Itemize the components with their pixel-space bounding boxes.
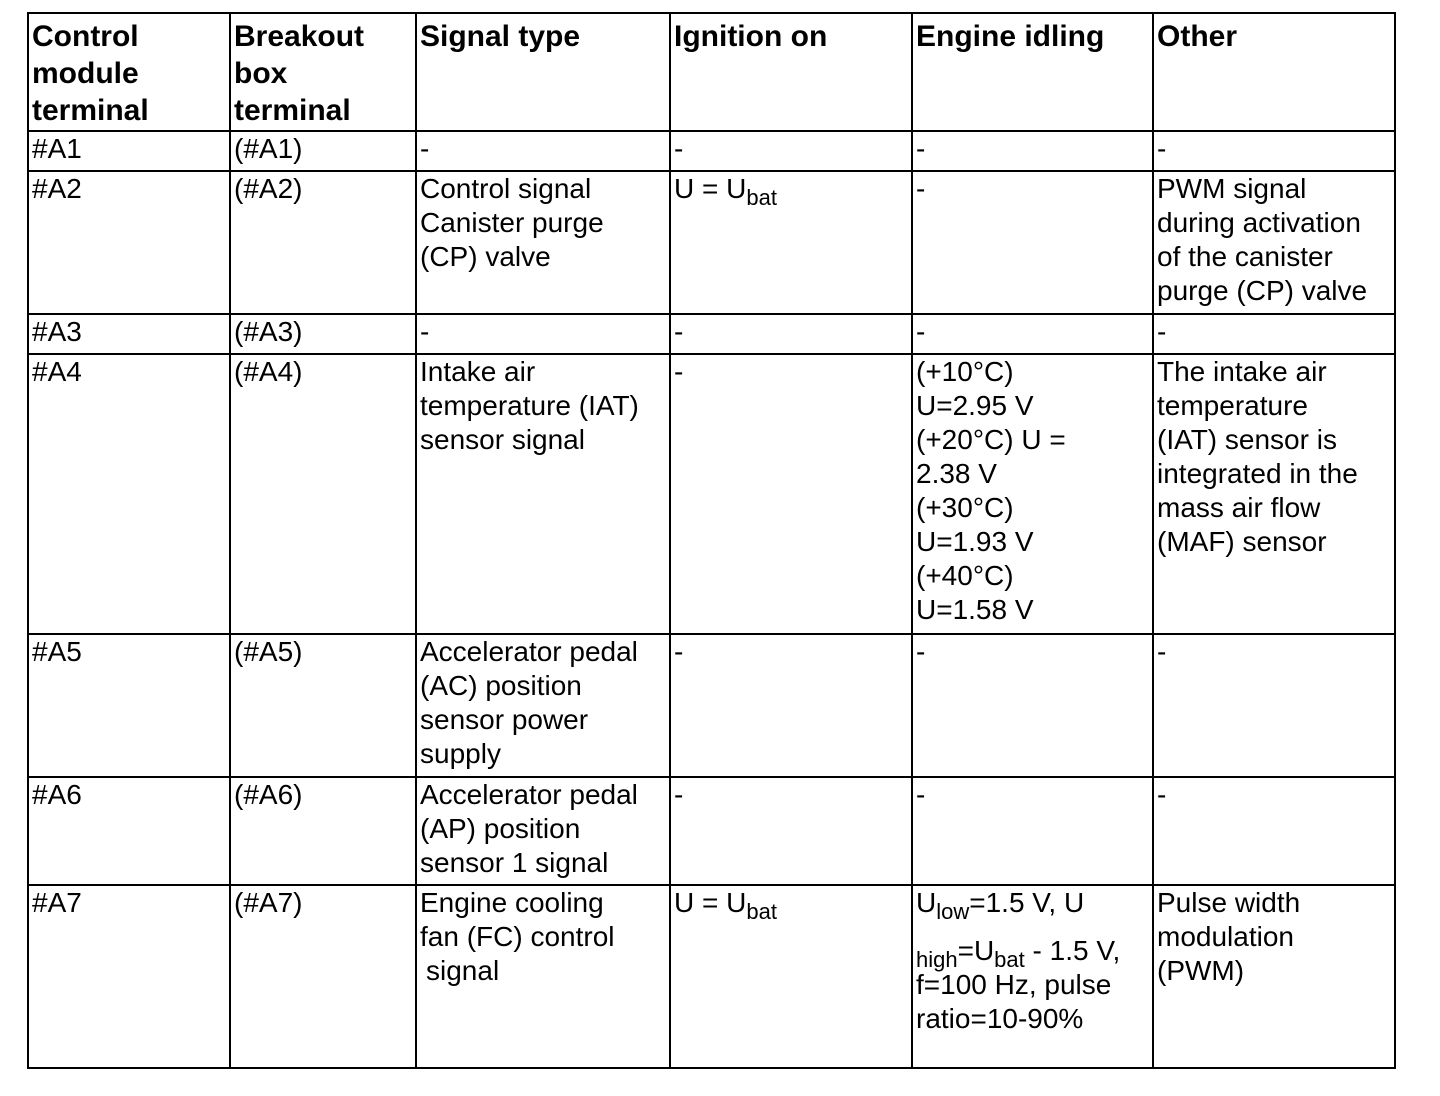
cell-other: - <box>1153 314 1395 354</box>
cell-signal-type: Intake air temperature (IAT) sensor signal <box>416 354 670 634</box>
table-header-row <box>28 13 1395 131</box>
cell-ignition-on: - <box>670 354 912 634</box>
header-signal-type: Signal type <box>416 13 670 131</box>
header-ignition-on: Ignition on <box>670 13 912 131</box>
table-row <box>28 885 1395 1068</box>
table-row <box>28 777 1395 885</box>
cell-control-module-terminal: #A7 <box>28 885 230 1068</box>
cell-signal-type: Accelerator pedal (AC) position sensor power supply <box>416 634 670 777</box>
header-control-module-terminal: Control module terminal <box>28 13 230 131</box>
header-other: Other <box>1153 13 1395 131</box>
cell-control-module-terminal: #A5 <box>28 634 230 777</box>
cell-engine-idling: $U_{low}=1.5$ V, U $_{high}=U_{bat} - 1.5$ V, f=100 Hz, pulse ratio=10-90% <box>912 885 1153 1068</box>
table-row <box>28 354 1395 634</box>
cell-breakout-box-terminal: (#A4) <box>230 354 416 634</box>
cell-control-module-terminal: #A4 <box>28 354 230 634</box>
cell-breakout-box-terminal: (#A7) <box>230 885 416 1068</box>
cell-control-module-terminal: #A6 <box>28 777 230 885</box>
cell-other: - <box>1153 777 1395 885</box>
table-row <box>28 314 1395 354</box>
cell-signal-type: - <box>416 314 670 354</box>
cell-control-module-terminal: #A2 <box>28 171 230 314</box>
table-row <box>28 131 1395 171</box>
cell-engine-idling: - <box>912 131 1153 171</box>
cell-breakout-box-terminal: (#A6) <box>230 777 416 885</box>
cell-other: - <box>1153 131 1395 171</box>
terminal-table <box>27 12 1396 1069</box>
cell-breakout-box-terminal: (#A5) <box>230 634 416 777</box>
cell-ignition-on: - <box>670 777 912 885</box>
cell-signal-type: Accelerator pedal (AP) position sensor 1 signal <box>416 777 670 885</box>
cell-other: Pulse width modulation (PWM) <box>1153 885 1395 1068</box>
cell-signal-type: Control signal Canister purge (CP) valve <box>416 171 670 314</box>
cell-breakout-box-terminal: (#A3) <box>230 314 416 354</box>
cell-engine-idling: - <box>912 634 1153 777</box>
header-engine-idling: Engine idling <box>912 13 1153 131</box>
table-row <box>28 634 1395 777</box>
cell-signal-type: - <box>416 131 670 171</box>
cell-other: PWM signal during activation of the canister purge (CP) valve <box>1153 171 1395 314</box>
cell-engine-idling: (+10°C) U=2.95 V (+20°C) U = 2.38 V (+30°C) U=1.93 V (+40°C) U=1.58 V <box>912 354 1153 634</box>
cell-ignition-on: - <box>670 634 912 777</box>
cell-other: The intake air temperature (IAT) sensor is integrated in the mass air flow (MAF) sensor <box>1153 354 1395 634</box>
cell-signal-type: Engine cooling fan (FC) control signal <box>416 885 670 1068</box>
cell-breakout-box-terminal: (#A1) <box>230 131 416 171</box>
header-breakout-box-terminal: Breakout box terminal <box>230 13 416 131</box>
table-row <box>28 171 1395 314</box>
cell-control-module-terminal: #A1 <box>28 131 230 171</box>
cell-ignition-on: $U = U_{bat}$ <box>670 885 912 1068</box>
cell-breakout-box-terminal: (#A2) <box>230 171 416 314</box>
cell-engine-idling: - <box>912 314 1153 354</box>
cell-engine-idling: - <box>912 777 1153 885</box>
cell-ignition-on: - <box>670 314 912 354</box>
cell-other: - <box>1153 634 1395 777</box>
cell-engine-idling: - <box>912 171 1153 314</box>
cell-ignition-on: $U = U_{bat}$ <box>670 171 912 314</box>
cell-ignition-on: - <box>670 131 912 171</box>
cell-control-module-terminal: #A3 <box>28 314 230 354</box>
